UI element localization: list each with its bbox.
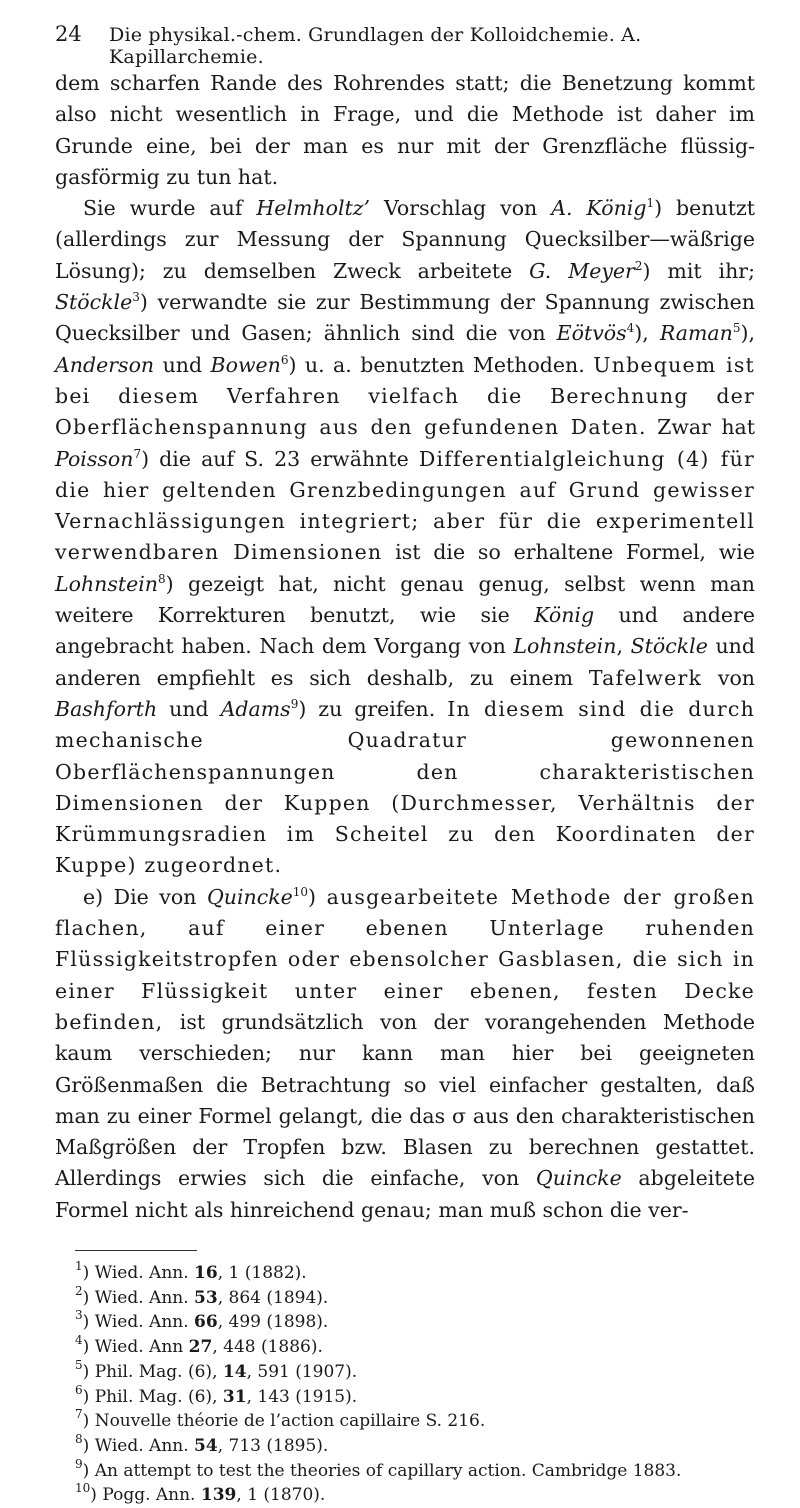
footnote-ref: 10	[292, 884, 309, 899]
spaced-text: Unbequem ist bei diesem Verfahren vielfach die Berechnung der Oberflächenspannung aus den gefundenen Daten.	[55, 352, 755, 440]
spaced-text: ausgearbeitete Methode der großen flachen, auf einer ebenen Unterlage ruhenden Flüssigkeitstropfen oder ebensolcher Gasblasen, die sich in einer Flüssigkeit unter einer ebenen, festen Decke befinden,	[55, 884, 755, 1034]
author-name: Lohnstein	[513, 634, 617, 659]
footnote-number: 4	[75, 1333, 83, 1348]
footnote-source: Wied. Ann.	[94, 1262, 189, 1283]
paragraph-2	[55, 193, 755, 882]
text-run: Sie wurde auf	[83, 196, 257, 221]
footnote-number: 9	[75, 1456, 83, 1471]
text-run: ) mit ihr;	[642, 258, 755, 283]
footnote-rest: 143 (1915).	[257, 1386, 358, 1407]
page-header	[55, 22, 755, 68]
footnote: $^4$) Wied. Ann 27, 448 (1886).	[75, 1333, 323, 1358]
footnote-volume: 66	[194, 1312, 218, 1333]
text-run: ) gezeigt hat, nicht genau genug, selbst wenn man weitere Korrekturen benutzt, wie sie	[55, 571, 755, 628]
author-name: Poisson	[55, 446, 134, 471]
text-run: und andere angebracht haben. Nach dem Vorgang von	[55, 603, 755, 659]
text-run: von	[702, 665, 755, 690]
text-run: und	[157, 696, 221, 721]
footnote: $^9$) An attempt to test the theories of capillary action. Cambridge 1883.	[75, 1456, 682, 1481]
footnote-source: Wied. Ann.	[94, 1312, 189, 1333]
spaced-text: In diesem sind die durch mechanische Quadratur gewonnenen Oberflächenspannungen den charakteristischen Dimensionen der Kuppen (Durchmesser, Verhältnis der Krümmungsradien im Scheitel zu den Koordinaten der Kuppe) zugeordnet.	[55, 696, 755, 878]
author-name: Quincke	[535, 1166, 622, 1191]
text-run: ) u. a. benutzten Methoden.	[288, 352, 594, 377]
footnote-volume: 16	[194, 1262, 218, 1283]
footnote: $^6$) Phil. Mag. (6), 31, 143 (1915).	[75, 1382, 358, 1407]
footnote-volume: 31	[222, 1386, 247, 1407]
author-name: Raman	[659, 321, 733, 346]
book-page	[55, 22, 755, 1508]
footnote-number: 7	[75, 1407, 83, 1422]
text-run: Die von	[113, 884, 207, 909]
footnote-number: 3	[75, 1308, 83, 1323]
footnote-source: Pogg. Ann.	[102, 1485, 196, 1506]
text-run: ),	[740, 321, 756, 346]
author-name: Anderson	[55, 352, 155, 377]
footnote-ref: 3	[132, 290, 140, 305]
footnote-number: 6	[75, 1382, 83, 1397]
author-name: Helmholtz’	[256, 196, 371, 221]
text-run: e)	[83, 884, 114, 909]
text-run: ) verwandte sie zur Bestimmung der Spannung zwischen Quecksilber und Gasen; ähnlich sind die von	[55, 290, 755, 346]
text-run: ) die auf S. 23 erwähnte	[141, 446, 419, 471]
footnote-ref: 8	[158, 571, 166, 586]
footnote-rest: 864 (1894).	[228, 1287, 329, 1308]
author-name: Lohnstein	[55, 571, 159, 596]
footnote-ref: 1	[646, 196, 655, 211]
footnote: $^5$) Phil. Mag. (6), 14, 591 (1907).	[75, 1357, 358, 1382]
text-run: und anderen empfiehlt es sich deshalb, zu einem	[55, 634, 756, 690]
footnote: $^1$) Wied. Ann. 16, 1 (1882).	[75, 1258, 307, 1283]
footnote-source: Phil. Mag. (6),	[94, 1386, 218, 1407]
footnote-source: Phil. Mag. (6),	[94, 1361, 218, 1382]
author-name: Adams	[220, 696, 291, 721]
footnote-source: Wied. Ann	[94, 1337, 184, 1358]
author-name: Stöckle	[630, 634, 708, 659]
footnote-volume: 14	[222, 1361, 247, 1382]
footnote-rest: 499 (1898).	[228, 1312, 329, 1333]
paragraph-3	[55, 882, 755, 1226]
footnote-rest: 448 (1886).	[223, 1337, 323, 1358]
text-run: )	[308, 884, 327, 909]
footnote-source: An attempt to test the theories of capillary action. Cambridge 1883.	[94, 1460, 682, 1481]
footnote: $^7$) Nouvelle théorie de l’action capillaire S. 216.	[75, 1407, 486, 1432]
footnote-rest: 713 (1895).	[228, 1435, 329, 1456]
text-run: Vorschlag von	[370, 196, 552, 221]
footnote-volume: 139	[200, 1485, 237, 1506]
paragraph-1: dem scharfen Rande des Rohrendes statt; die Benetzung kommt also nicht wesentlich in Frage, und die Methode ist daher im Grunde eine, bei der man es nur mit der Grenzfläche flüssig-gasförmig zu tun hat.	[55, 71, 755, 189]
footnote-number: 1	[75, 1258, 83, 1273]
text-run: ) zu greifen.	[298, 696, 448, 721]
author-name: Stöckle	[55, 290, 133, 315]
body-text	[55, 68, 755, 1226]
footnote-number: 2	[75, 1283, 83, 1298]
text-run: und	[154, 352, 211, 377]
footnote-ref: 6	[280, 352, 289, 367]
text-run: ),	[634, 321, 660, 346]
footnote-number: 10	[75, 1481, 91, 1496]
author-name: A. König	[551, 196, 647, 221]
footnote-rest: 591 (1907).	[257, 1361, 358, 1382]
author-name: Bashforth	[55, 696, 158, 721]
footnote-rest: 1 (1882).	[228, 1262, 307, 1283]
author-name: König	[534, 603, 595, 628]
footnote-number: 8	[75, 1431, 83, 1446]
footnote-ref: 5	[732, 321, 741, 336]
text-run: Zwar hat	[646, 415, 755, 440]
footnote-ref: 9	[290, 696, 299, 711]
page-number: 24	[55, 22, 82, 46]
footnote-divider	[75, 1250, 197, 1251]
footnote-volume: 27	[188, 1337, 213, 1358]
spaced-text: Tafelwerk	[588, 665, 703, 690]
footnote: $^{10}$) Pogg. Ann. 139, 1 (1870).	[75, 1481, 326, 1506]
author-name: Eötvös	[556, 321, 627, 346]
spaced-text: Differentialgleichung (4) für die hier geltenden Grenzbedingungen auf Grund gewisser Vernachlässigungen integriert; aber für die experimentell verwendbaren Dimensionen	[55, 446, 755, 565]
author-name: G. Meyer	[529, 258, 635, 283]
text-run: abgeleitete Formel nicht als hinreichend genau; man muß schon die ver-	[55, 1166, 756, 1222]
footnote-source: Wied. Ann.	[94, 1287, 189, 1308]
footnote-rest: 1 (1870).	[247, 1485, 326, 1506]
footnote-source: Nouvelle théorie de l’action capillaire S. 216.	[94, 1411, 486, 1432]
footnote-ref: 7	[133, 446, 142, 461]
author-name: Bowen	[210, 352, 281, 377]
footnote: $^8$) Wied. Ann. 54, 713 (1895).	[75, 1431, 329, 1456]
footnote-number: 5	[75, 1357, 83, 1372]
text-run: ) benutzt (allerdings zur Messung der Spannung Quecksilber—wäßrige Lösung); zu demselben Zweck arbeitete	[55, 196, 755, 283]
text-run: ist grundsätzlich von der vorangehenden Methode kaum verschieden; nur kann man hier bei geeigneten Größenmaßen die Betrachtung so viel einfacher gestalten, daß man zu einer Formel gelangt, die das σ aus den charakteristischen Maßgrößen der Tropfen bzw. Blasen zu berechnen gestattet. Allerdings erwies sich die einfache, von	[55, 1009, 755, 1191]
footnote-volume: 53	[194, 1287, 218, 1308]
footnote-ref: 2	[634, 258, 643, 273]
footnote-ref: 4	[626, 321, 635, 336]
footnote-source: Wied. Ann.	[94, 1435, 189, 1456]
footnote: $^2$) Wied. Ann. 53, 864 (1894).	[75, 1283, 329, 1308]
text-run: ,	[616, 634, 631, 659]
text-run: ist die so erhaltene Formel, wie	[382, 540, 755, 565]
footnote: $^3$) Wied. Ann. 66, 499 (1898).	[75, 1308, 329, 1333]
footnote-volume: 54	[194, 1435, 218, 1456]
footnotes	[55, 1258, 755, 1508]
author-name: Quincke	[206, 884, 293, 909]
running-head: Die physikal.-chem. Grundlagen der Kolloidchemie. A. Kapillarchemie.	[109, 24, 642, 68]
